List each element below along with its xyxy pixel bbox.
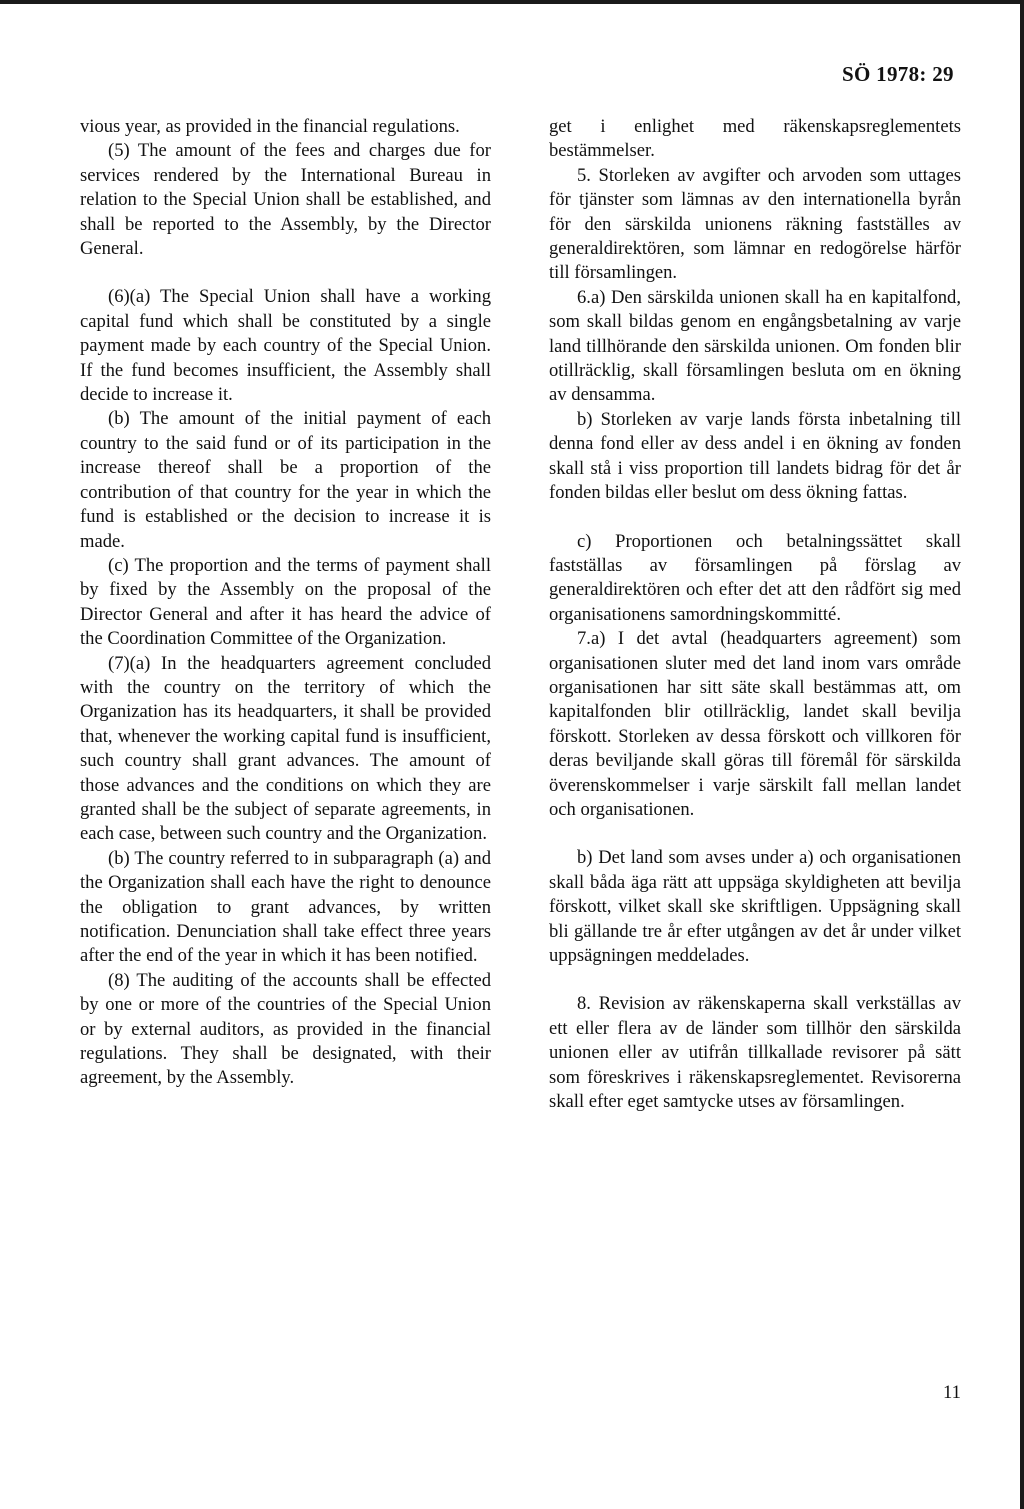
paragraph-6b: (b) The amount of the initial payment of each country to the said fund or of its participation in the increase thereof shall be a proportion of the contribution of that country for the year in which the fund is established or the decision to increase it is made. <box>80 408 491 552</box>
stycke-7a: 7.a) I det avtal (headquarters agreement) som organisationen sluter med det land inom vars område organisationen har sitt säte skall bestämmas att, om kapitalfonden blir otillräcklig, landet skall bevilja förskott. Storleken av dessa förskott och villkoren för deras beviljande skall göras till föremål för särskilda överenskommelser i varje särskilt fall mellan landet och organisationen. <box>549 628 961 820</box>
english-text-column <box>80 115 491 1091</box>
paragraph-6a: (6)(a) The Special Union shall have a working capital fund which shall be constituted by a single payment made by each country of the Special Union. If the fund becomes insufficient, the Assembly shall decide to increase it. <box>80 286 491 406</box>
paragraph-8: (8) The auditing of the accounts shall be effected by one or more of the countries of the Special Union or by external auditors, as provided in the financial regulations. They shall be designated, with their agreement, by the Assembly. <box>80 969 491 1089</box>
stycke-8: 8. Revision av räkenskaperna skall verkställas av ett eller flera av de länder som tillhör den särskilda unionen eller av utifrån tillkallade revisorer på sätt som föreskrives i räkenskapsreglementet. Revisorerna skall efter eget samtycke utses av församlingen. <box>549 993 961 1113</box>
stycke-6b: b) Storleken av varje lands första inbetalning till denna fond eller av dess andel i en ökning av fonden skall stå i viss proportion till landets bidrag för det år fonden bildas eller beslut om dess ökning fattas. <box>549 408 961 504</box>
stycke-6c: c) Proportionen och betalningssättet skall fastställas av församlingen på förslag av generaldirektören och efter det att den rådfört sig med organisationens samordningskommitté. <box>549 530 961 625</box>
document-reference: SÖ 1978: 29 <box>842 62 954 86</box>
paragraph-7b: (b) The country referred to in subparagraph (a) and the Organization shall each have the right to denounce the obligation to grant advances, by written notification. Denunciation shall take effect three years after the end of the year in which it has been notified. <box>80 847 491 967</box>
stycke-6a: 6.a) Den särskilda unionen skall ha en kapitalfond, som skall bildas genom en engångsbetalning av varje land tillhörande den särskilda unionen. Om fonden blir otillräcklig, skall församlingen besluta om en ökning av densamma. <box>549 286 961 406</box>
paragraph-5: (5) The amount of the fees and charges due for services rendered by the International Bureau in relation to the Special Union shall be established, and shall be reported to the Assembly, by the Director General. <box>80 140 491 260</box>
stycke-5: 5. Storleken av avgifter och arvoden som uttages för tjänster som lämnas av den internationella byrån för den särskilda unionens räkning fastställes av generaldirektören, som lämnar en redogörelse härför till församlingen. <box>549 164 961 284</box>
stycke-fortsattning: get i enlighet med räkenskapsreglementets bestämmelser. <box>549 116 961 162</box>
swedish-text-column <box>549 115 961 1114</box>
page-number: 11 <box>943 1382 961 1403</box>
stycke-7b: b) Det land som avses under a) och organisationen skall båda äga rätt att uppsäga skyldigheten att bevilja förskott, vilket skall ske skriftligen. Uppsägning skall bli gällande tre år efter utgången av det år under vilket uppsägningen meddelades. <box>549 847 961 966</box>
scan-border-top <box>0 0 1024 4</box>
paragraph-6c: (c) The proportion and the terms of payment shall by fixed by the Assembly on the proposal of the Director General and after it has heard the advice of the Coordination Committee of the Organization. <box>80 554 491 650</box>
paragraph-7a: (7)(a) In the headquarters agreement concluded with the country on the territory of which the Organization has its headquarters, it shall be provided that, whenever the working capital fund is insufficient, such country shall grant advances. The amount of those advances and the conditions on which they are granted shall be the subject of separate agreements, in each case, between such country and the Organization. <box>80 652 491 845</box>
paragraph-continuation: vious year, as provided in the financial regulations. <box>80 116 460 137</box>
scan-border-right <box>1020 0 1024 1509</box>
